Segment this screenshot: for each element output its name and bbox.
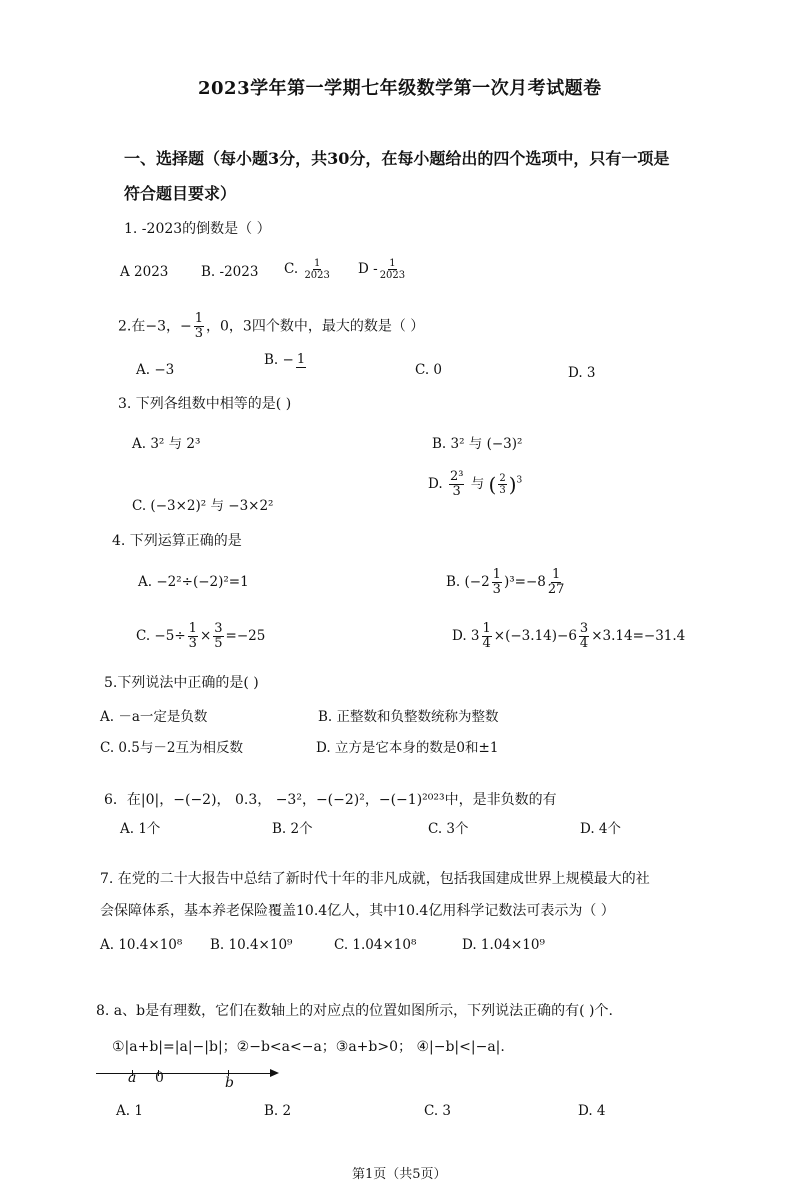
q5-stem: 5.下列说法中正确的是( ) <box>104 675 259 691</box>
q1-option-c <box>284 258 332 281</box>
q2-frac-num: 1 <box>194 311 204 326</box>
q1-c-num: 1 <box>313 258 321 269</box>
q1-option-b: B. -2023 <box>201 264 259 280</box>
q8-option-d: D. 4 <box>578 1103 606 1119</box>
q4-c-prefix: C. −5÷ <box>136 628 186 644</box>
page-title: 2023学年第一学期七年级数学第一次月考试题卷 <box>198 78 602 99</box>
q5-option-b: B. 正整数和负整数统称为整数 <box>318 709 499 725</box>
q1-c-prefix: C. <box>284 261 299 277</box>
q1-d-prefix: D - <box>358 261 378 277</box>
q1-d-den: 2023 <box>379 270 406 281</box>
q2-fraction <box>194 312 204 341</box>
q4-d-f2num: 3 <box>579 621 589 636</box>
q6-option-a: A. 1个 <box>120 821 161 837</box>
section-header-line2: 符合题目要求） <box>124 184 237 203</box>
q3-d-paren-num: 2 <box>499 473 506 484</box>
axis-label-0: 0 <box>155 1070 164 1086</box>
q2-option-b <box>264 352 308 368</box>
q4-b-rnum: 1 <box>551 567 561 582</box>
q8-option-c: C. 3 <box>424 1103 452 1119</box>
q4-option-b <box>446 568 566 597</box>
q3-d-paren-fraction <box>498 473 506 496</box>
q4-d-f1num: 1 <box>482 621 491 636</box>
q4-d-prefix: D. 3 <box>452 628 480 644</box>
q4-c-suffix: =−25 <box>225 628 266 644</box>
q4-b-fden: 3 <box>492 582 501 597</box>
q2-option-a: A. −3 <box>136 362 175 378</box>
q4-d-fraction2 <box>579 622 589 651</box>
q4-d-f2den: 4 <box>579 636 589 651</box>
q6-option-d: D. 4个 <box>580 821 622 837</box>
axis-label-b: b <box>225 1075 234 1091</box>
q7-option-c: C. 1.04×10⁸ <box>334 937 417 953</box>
q8-option-b: B. 2 <box>264 1103 292 1119</box>
q4-c-f2den: 5 <box>214 636 223 651</box>
q3-stem: 3. 下列各组数中相等的是( ) <box>118 396 292 412</box>
q5-option-a: A. －a一定是负数 <box>100 709 208 725</box>
number-line-arrow <box>270 1069 279 1077</box>
q6-option-c: C. 3个 <box>428 821 469 837</box>
q4-b-prefix: B. (−2 <box>446 574 490 590</box>
q7-option-a: A. 10.4×10⁸ <box>100 937 183 953</box>
section-header-line1: 一、选择题（每小题3分，共30分，在每小题给出的四个选项中，只有一项是 <box>124 149 670 168</box>
q3-d-paren-den: 3 <box>499 485 506 496</box>
q4-b-mid: )³=−8 <box>503 574 546 590</box>
q1-c-den: 2023 <box>304 270 330 281</box>
q4-c-fraction1 <box>188 622 198 651</box>
q3-option-a: A. 3² 与 2³ <box>132 436 201 452</box>
q7-line1: 7. 在党的二十大报告中总结了新时代十年的非凡成就，包括我国建成世界上规模最大的社 <box>100 871 650 887</box>
q3-option-b: B. 3² 与 (−3)² <box>432 436 523 452</box>
q1-option-a: A 2023 <box>120 264 169 280</box>
q4-stem: 4. 下列运算正确的是 <box>112 533 242 549</box>
q8-option-a: A. 1 <box>116 1103 143 1119</box>
q6-stem: 6．在|0|，−(−2)， 0.3， −3²，−(−2)²，−(−1)²⁰²³中，是非负数的有 <box>104 792 557 808</box>
q3-d-num: 2³ <box>449 469 464 484</box>
q2-stem-suffix: ，0，3四个数中，最大的数是（ ） <box>206 318 425 335</box>
q4-b-result-fraction <box>548 568 565 597</box>
q2-b-fraction <box>296 353 306 368</box>
q4-b-fnum: 1 <box>492 567 501 582</box>
q4-c-f2num: 3 <box>214 621 223 636</box>
q3-d-prefix: D. <box>428 476 443 492</box>
q4-c-fraction2 <box>213 622 223 651</box>
q4-d-f1den: 4 <box>482 636 491 651</box>
q2-stem <box>118 312 424 341</box>
q5-option-d: D. 立方是它本身的数是0和±1 <box>316 740 499 756</box>
q2-frac-den: 3 <box>194 326 204 341</box>
q2-b-prefix: B. − <box>264 352 294 368</box>
q1-c-fraction <box>304 258 329 281</box>
q6-option-b: B. 2个 <box>272 821 313 837</box>
q7-option-d: D. 1.04×10⁹ <box>462 937 545 953</box>
q3-d-den: 3 <box>452 484 461 499</box>
q2-option-c: C. 0 <box>415 362 443 378</box>
q3-d-exp: 3 <box>516 475 523 486</box>
q3-d-fraction <box>449 470 464 499</box>
q8-statements: ①|a+b|=|a|−|b|；②−b<a<−a；③a+b>0； ④|−b|<|−a|. <box>112 1039 505 1055</box>
q4-option-c <box>136 622 265 651</box>
q4-option-a: A. −2²÷(−2)²=1 <box>138 574 249 590</box>
q4-d-mid: ×(−3.14)−6 <box>493 628 577 644</box>
q4-b-rden: 27 <box>547 582 565 597</box>
q7-option-b: B. 10.4×10⁹ <box>210 937 293 953</box>
page-footer: 第1页（共5页） <box>352 1167 447 1182</box>
q4-d-fraction1 <box>482 622 492 651</box>
q4-d-suffix: ×3.14=−31.4 <box>591 628 686 644</box>
q1-d-num: 1 <box>389 258 396 269</box>
q1-option-d <box>358 258 407 281</box>
q1-d-fraction <box>380 258 405 281</box>
q2-option-d: D. 3 <box>568 365 596 381</box>
q8-stem: 8. a、b是有理数，它们在数轴上的对应点的位置如图所示，下列说法正确的有( )个. <box>96 1003 613 1019</box>
q4-c-f1den: 3 <box>188 636 197 651</box>
q4-c-f1num: 1 <box>188 621 197 636</box>
q2-stem-prefix: 2.在−3，− <box>118 318 192 335</box>
q4-b-fraction <box>492 568 502 597</box>
number-line <box>96 1073 272 1074</box>
q2-b-num: 1 <box>296 352 306 367</box>
q1-stem: 1. -2023的倒数是（ ） <box>124 221 271 237</box>
q3-option-d: D. $\frac{\text{2³}}{3}$ 与 ( $\frac{2}{3}$ )$^3$ <box>428 469 523 499</box>
axis-label-a: a <box>128 1070 137 1086</box>
q3-option-c: C. (−3×2)² 与 −3×2² <box>132 498 274 514</box>
q4-c-mid: × <box>199 628 212 644</box>
q5-option-c: C. 0.5与－2互为相反数 <box>100 740 243 756</box>
q4-option-d <box>452 622 685 651</box>
q3-d-mid: 与 <box>470 476 485 492</box>
q7-line2: 会保障体系，基本养老保险覆盖10.4亿人，其中10.4亿用科学记数法可表示为（ ） <box>100 903 615 919</box>
